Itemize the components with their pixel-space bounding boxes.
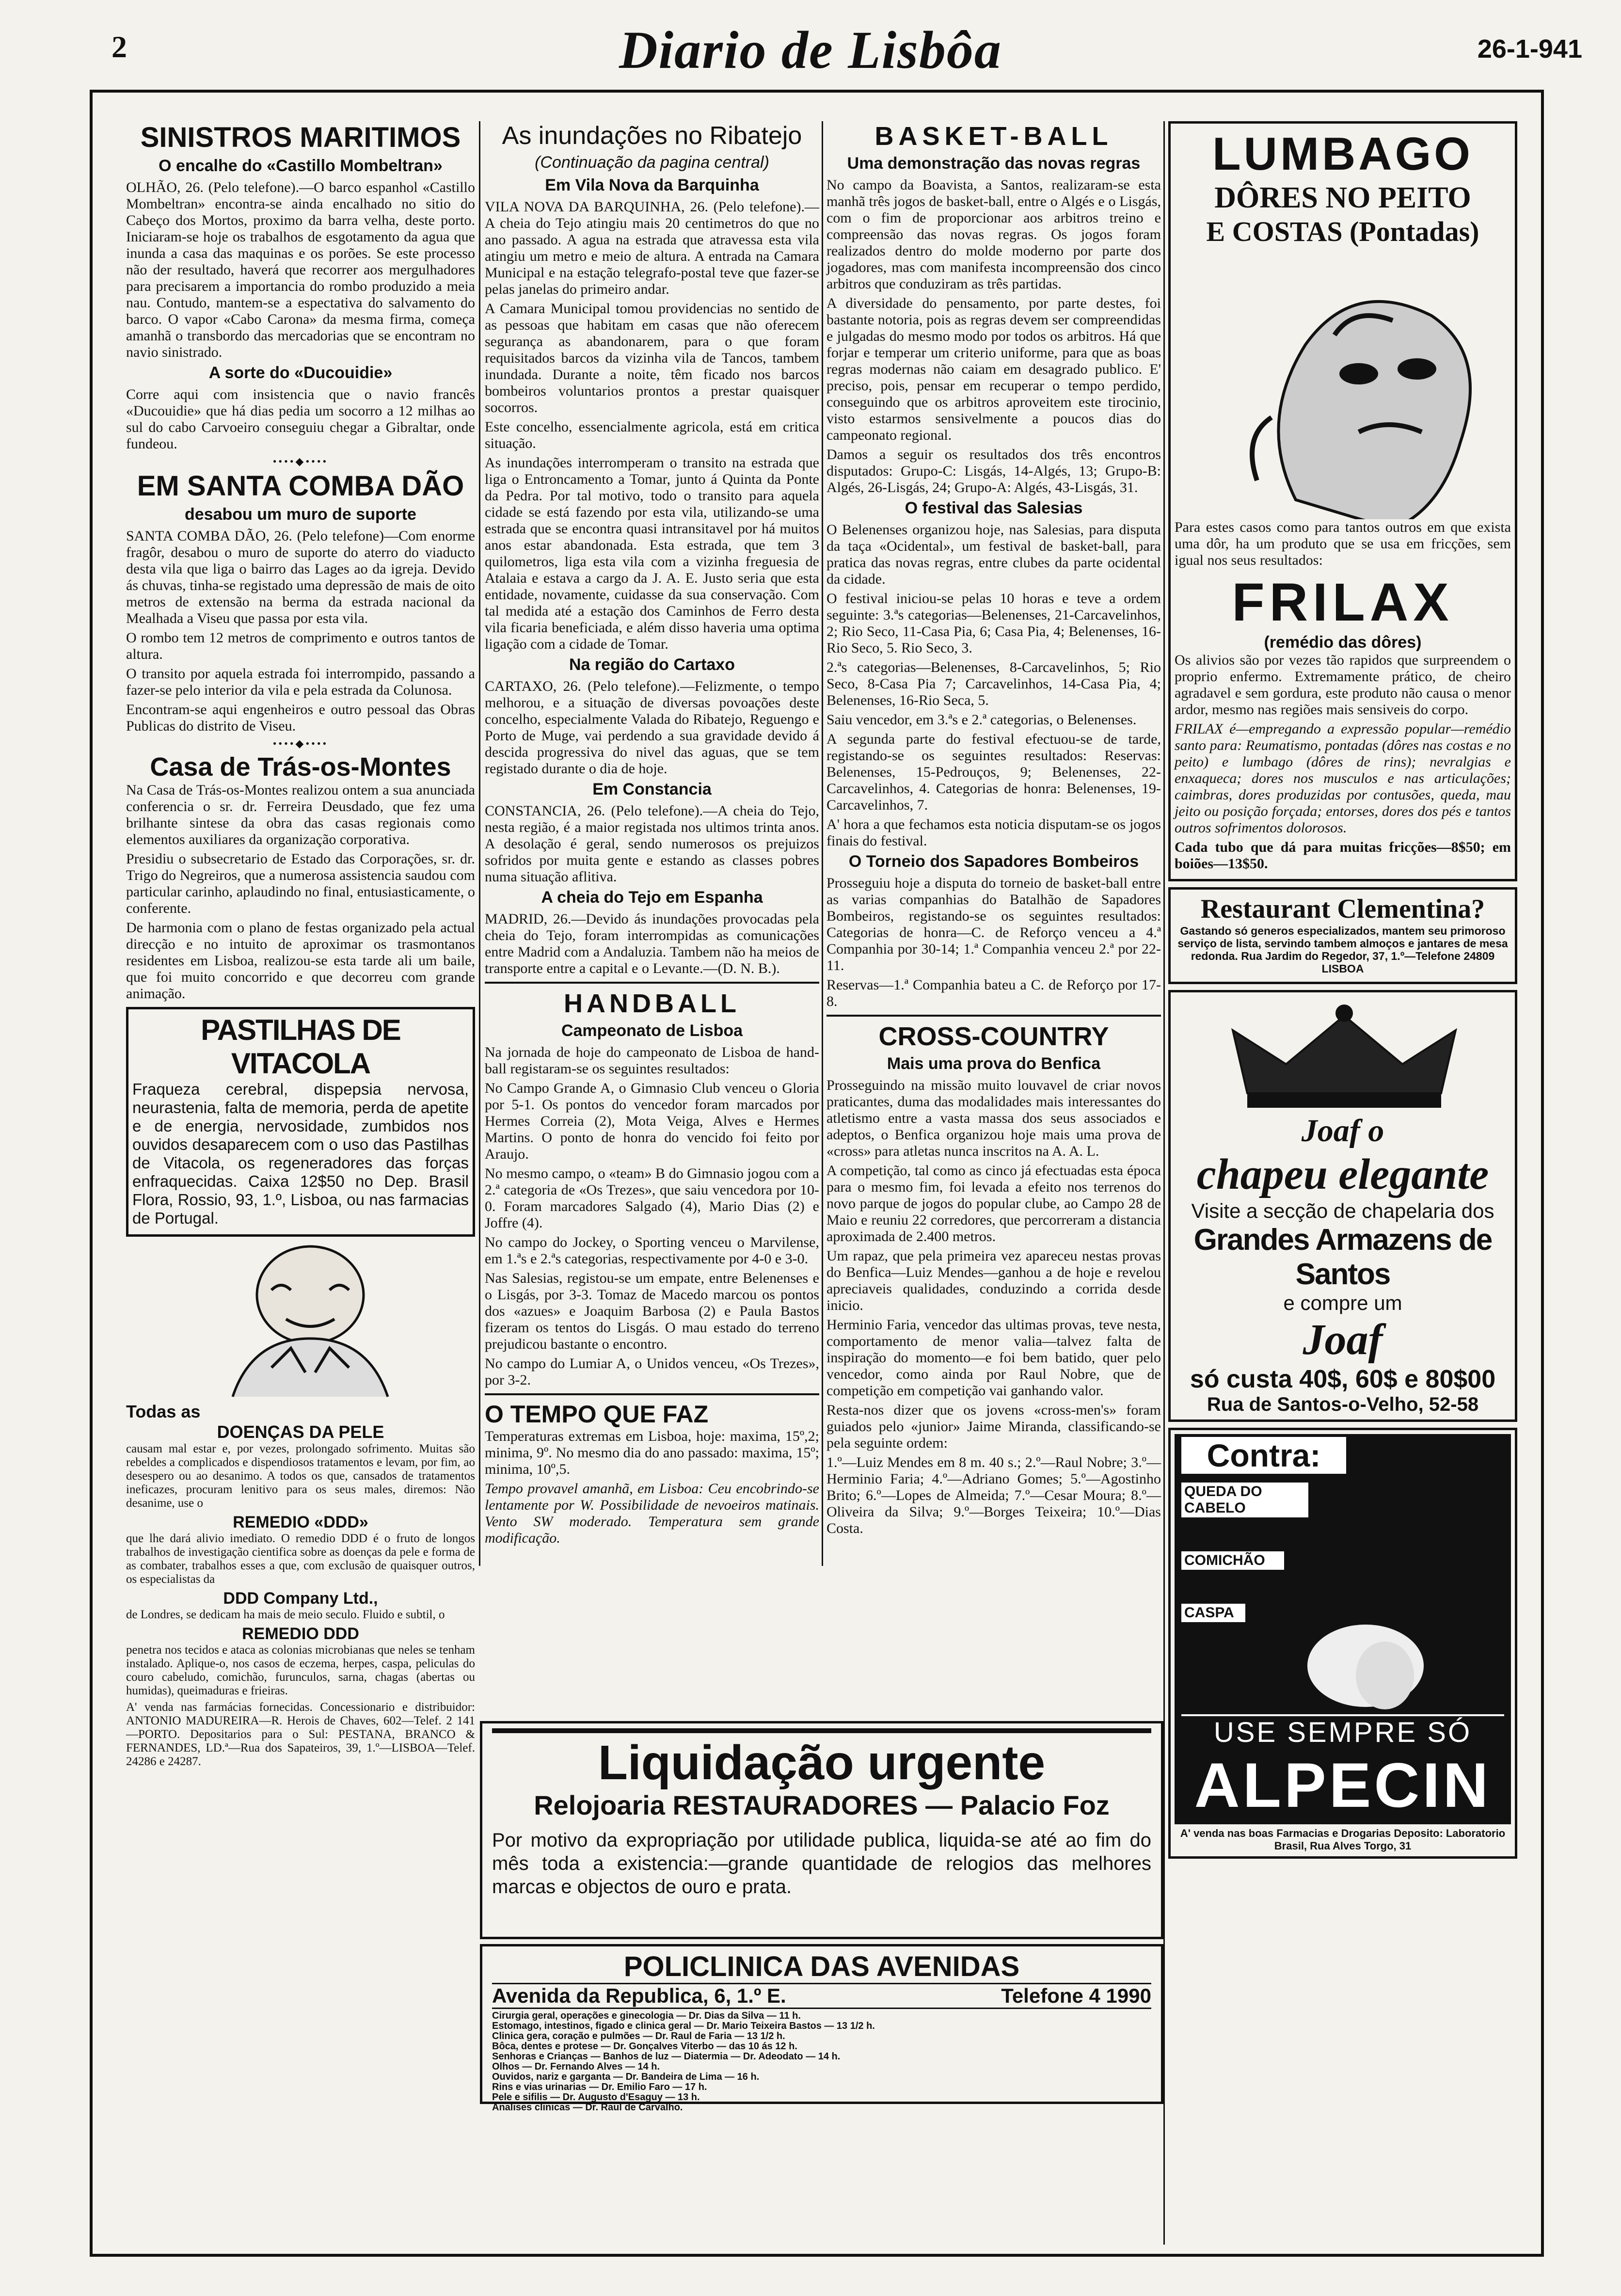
article-text: OLHÃO, 26. (Pelo telefone).—O barco espanhol «Castillo Mombeltran» encontra-se ainda encalhado no sitio do Cabeço dos Mortos, proximo da barra velha, deste porto. Iniciaram-se hoje os trabalhos de esgotamento da agua que inunda a casa das maquinas e os porões. Se este processo não der resultado, haverá que recorrer aos mergulhadores para precisarem a importancia do rombo produzido a meia nau. Contudo, mantem-se a espectativa do salvamento do barco. O vapor «Cabo Carona» da mesma firma, começa amanhã o transbordo das mercadorias que se encontram no navio sinistrado.	[126, 179, 475, 360]
ad-slogan: USE SEMPRE SÓ	[1181, 1714, 1504, 1749]
article-text: Corre aqui com insistencia que o navio francês «Ducouidie» que há dias pedia um socorro a 12 milhas ao sul do cabo Carvoeiro conseguiu chegar a Gibraltar, onde fundeou.	[126, 386, 475, 452]
ad-heading: DDD Company Ltd.,	[223, 1589, 378, 1608]
subhead: Na região do Cartaxo	[569, 655, 735, 674]
subhead: Em Constancia	[592, 780, 712, 798]
store-address: Rua de Santos-o-Velho, 52-58	[1207, 1394, 1479, 1415]
article-text: A diversidade do pensamento, por parte destes, foi bastante notoria, pois as regras devem ser compreendidas e julgadas do mesmo modo por todos os arbitros. Há que forjar e temperar um criterio uniforme, para que as boas regras modernas não caiam em desagrado publico. E' preciso, pois, pensar em recuperar o tempo perdido, conseguindo que os arbitros aproveitem este tirocinio, visto estarmos sensivelmente a poucos dias do campeonato regional.	[826, 295, 1161, 443]
subhead: O encalhe do «Castillo Mombeltran»	[159, 157, 443, 175]
article-text: A segunda parte do festival efectuou-se de tarde, registando-se os seguintes resultados: Reservas: Belenenses, 15-Pedrouços, 9; Belenenses, 22-Carcavelinhos, 4. Categorias de honra: Belenenses, 19-Carcavelinhos, 7.	[826, 731, 1161, 813]
headline-casa-tras-os-montes: Casa de Trás-os-Montes	[150, 752, 451, 781]
ad-text: Gastando só generos especializados, mantem seu primoroso serviço de lista, servindo tambem almoços e jantares de mesa redonda. Rua Jardim do Regedor, 37, 1.º—Telefone 24809 LISBOA	[1177, 925, 1508, 975]
subhead: O Torneio dos Sapadores Bombeiros	[848, 852, 1139, 871]
ad-subtitle: E COSTAS (Pontadas)	[1206, 216, 1479, 247]
ad-title: Contra:	[1181, 1437, 1346, 1474]
ad-brand-alpecin: ALPECIN	[1194, 1750, 1492, 1820]
pained-face-illustration	[1175, 248, 1509, 519]
ad-joaf	[1168, 990, 1517, 1422]
headline-tempo: O TEMPO QUE FAZ	[485, 1401, 709, 1428]
article-text: Temperaturas extremas em Lisboa, hoje: maxima, 15º,2; minima, 9º. No mesmo dia do ano passado: maxima, 15º; minima, 10º,5.	[485, 1428, 819, 1477]
clinic-address: Avenida da Republica, 6, 1.º E.	[492, 1984, 786, 2007]
masthead	[0, 0, 1621, 97]
clinic-service-line: Cirurgia geral, operações e ginecologia — Dr. Dias da Silva — 11 h.	[492, 2010, 801, 2021]
clinic-service-line: Analises clinicas — Dr. Raul de Carvalho.	[492, 2102, 683, 2113]
article-text: O Belenenses organizou hoje, nas Salesias, para disputa da taça «Ocidental», um festival de basket-ball, para pratica das novas regras, entre clubes da parte ocidental da cidade.	[826, 522, 1161, 587]
separator: ••••◆••••	[272, 455, 329, 467]
headline-sinistros: SINISTROS MARITIMOS	[140, 122, 461, 153]
ad-slogan: chapeu elegante	[1196, 1150, 1489, 1198]
clinic-service-line: Estomago, intestinos, figado e clinica geral — Dr. Mario Teixeira Bastos — 13 1/2 h.	[492, 2021, 875, 2031]
clinic-service-line: Bôca, dentes e protese — Dr. Gonçalves Viterbo — das 10 ás 12 h.	[492, 2041, 797, 2052]
article-text: A Camara Municipal tomou providencias no sentido de as pessoas que habitam em casas que não oferecem segurança as abandonarem, para o que foram requisitados barcos da vizinha vila de Tancos, tambem inundada. Durante a noite, têm ficado nos barcos bombeiros voluntarios prontos a prestar quaisquer socorros.	[485, 301, 819, 415]
ad-brand-joaf: Joaf	[1303, 1316, 1383, 1364]
ad-address-row	[492, 1983, 1151, 2009]
ad-text: e compre um	[1283, 1292, 1402, 1314]
article-text: No campo do Jockey, o Sporting venceu o Marvilense, em 1.ªs e 2.ªs categorias, respectivamente por 4-0 e 3-0.	[485, 1234, 819, 1267]
clinic-service-line: Pele e sifilis — Dr. Augusto d'Esaguy — 13 h.	[492, 2092, 700, 2103]
ad-title: LUMBAGO	[1212, 128, 1473, 180]
headline-inundacoes: As inundações no Ribatejo	[502, 122, 802, 150]
ad-heading: REMEDIO «DDD»	[233, 1513, 368, 1531]
subhead: Campeonato de Lisboa	[561, 1021, 743, 1040]
article-text: Prosseguindo na missão muito louvavel de criar novos praticantes, duma das modalidades mais interessantes do atletismo entre a vasta massa dos seus associados e adeptos, o Benfica organizou hoje mais uma prova de «cross» para atletas nunca inscritos na A. A. L.	[826, 1077, 1161, 1159]
ad-policlinica	[480, 1944, 1163, 2113]
ad-subtitle: (remédio das dôres)	[1264, 633, 1422, 652]
ad-text: penetra nos tecidos e ataca as colonias microbianas que neles se tenham instalado. Aplique-o, nos casos de eczema, herpes, caspa, peliculas do couro cabeludo, comichão, furunculos, sarna, chagas (abertas ou humidas), queimaduras e frieiras.	[126, 1643, 475, 1697]
subhead: desabou um muro de suporte	[185, 505, 416, 524]
article-text: Damos a seguir os resultados dos três encontros disputados: Grupo-C: Lisgás, 14-Algés, 13; Grupo-B: Algés, 26-Lisgás, 24; Grupo-A: Algés, 43-Lisgás, 31.	[826, 446, 1161, 495]
article-text: No Campo Grande A, o Gimnasio Club venceu o Gloria por 5-1. Os pontos do vencedor foram marcados por Hermes Correia (2), Mota Veiga, Alves e Hermes Martins. O ponto de honra do vencido foi feito por Araujo.	[485, 1080, 819, 1162]
ad-text: A' venda nas farmácias fornecidas. Concessionario e distribuidor: ANTONIO MADUREIRA—R. Herois de Chaves, 602—Telef. 2 141—PORTO. Depositarios para o Sul: PESTANA, BRANCO & FERNANDES, LD.ª—Rua dos Sapateiros, 39, 1.º—LISBOA—Telef. 24286 e 24287.	[126, 1701, 475, 1768]
article-text: A competição, tal como as cinco já efectuadas esta época para o mesmo fim, foi levada a efeito nos terrenos do novo parque de jogos do popular clube, ao Campo 28 de Maio e reuniu 22 corredores, que percorreram a distancia aproximada de 2.400 metros.	[826, 1163, 1161, 1244]
ad-heading: Todas as	[126, 1402, 201, 1421]
ad-price: Cada tubo que dá para muitas fricções—8$50; em boiões—13$50.	[1175, 839, 1511, 872]
subhead: Mais uma prova do Benfica	[887, 1054, 1101, 1073]
clinic-service-line: Olhos — Dr. Fernando Alves — 14 h.	[492, 2061, 660, 2072]
article-text: O festival iniciou-se pelas 10 horas e teve a ordem seguinte: 3.ªs categorias—Belenenses, 21-Carcavelinhos, 2; Rio Seco, 11-Casa Pia, 6; Casa Pia, 4; Belenenses, 16-Rio Seco, 5. Rio Seco, 3.	[826, 590, 1161, 656]
column-rule	[822, 121, 823, 1566]
ad-title: POLICLINICA DAS AVENIDAS	[623, 1951, 1020, 1982]
subhead: Uma demonstração das novas regras	[847, 154, 1141, 173]
subhead: O festival das Salesias	[905, 499, 1083, 517]
article-text: A' hora a que fechamos esta noticia disputam-se os jogos finais do festival.	[826, 816, 1161, 849]
ad-text: que lhe dará alivio imediato. O remedio DDD é o fruto de longos trabalhos de investigação cientifica sobre as doenças da pele e forma de as combater, trabalhos esses a que, com exclusão de quaisquer outros, os especialistas da	[126, 1532, 475, 1586]
article-text: CARTAXO, 26. (Pelo telefone).—Felizmente, o tempo melhorou, e a situação de diversas povoações deste concelho, especialmente Valada do Ribatejo, Reguengo e Porto de Muge, vai perdendo a sua gravidade devido á descida progressiva do nivel das aguas, que se tem registado durante o dia de hoje.	[485, 678, 819, 777]
article-text: Herminio Faria, vencedor das ultimas provas, teve nesta, comportamento de menor valia—talvez falta de inspiração do momento—e foi bem batido, quer pelo vencedor, como ainda por Raul Nobre, que de competição em competição vai ganhando valor.	[826, 1317, 1161, 1399]
headline-santa-comba: EM SANTA COMBA DÃO	[137, 470, 464, 502]
suffering-man-illustration	[126, 1242, 475, 1402]
clinic-service-line: Clinica gera, coração e pulmões — Dr. Raul de Faria — 13 1/2 h.	[492, 2031, 785, 2041]
ad-text: Fraqueza cerebral, dispepsia nervosa, neurastenia, falta de memoria, perda de apetite e de energia, nervosidade, zumbidos nos ouvidos desaparecem com o uso das Pastilhas de Vitacola, os regeneradores das forças enfraquecidas. Caixa 12$50 no Dep. Brasil Flora, Rossio, 93, 1.º, Lisboa, ou nas farmacias de Portugal.	[132, 1080, 469, 1227]
article-text: VILA NOVA DA BARQUINHA, 26. (Pelo telefone).—A cheia do Tejo atingiu mais 20 centimetros do que no ano passado. A agua na estrada que atravessa esta vila atingiu um metro e meio de altura. A entrada na Camara Municipal e na estação telegrafo-postal teve que fazer-se pelas janelas do primeiro andar.	[485, 199, 819, 297]
article-text: Reservas—1.ª Companhia bateu a C. de Reforço por 17-8.	[826, 977, 1161, 1009]
ad-heading: REMEDIO DDD	[242, 1625, 359, 1643]
article-text: As inundações interromperam o transito na estrada que liga o Entroncamento a Tomar, junto á Quinta da Ponte da Pedra. Por tal motivo, todo o transito para aquela cidade se está fazendo por esta vila, utilizando-se uma estrada que se encontra quasi intransitavel por há muitos anos estar abandonada. Esta estrada, que tem 3 quilometros, liga esta vila com a vizinha freguesia de Atalaia e estava a cargo da J. A. E. Justo seria que esta entidade, novamente, cuidasse da sua conservação. Com tal medida até a estação dos Caminhos de Ferro desta vila ficaria beneficiada, e além disso haveria uma optima ligação com a cidade de Tomar.	[485, 455, 819, 652]
ad-price: só custa 40$, 60$ e 80$00	[1190, 1365, 1496, 1393]
ad-brand-frilax: FRILAX	[1232, 573, 1454, 632]
divider	[826, 1015, 1161, 1017]
ad-text: Visite a secção de chapelaria dos	[1191, 1199, 1494, 1222]
ad-footer: A' venda nas boas Farmacias e Drogarias Deposito: Laboratorio Brasil, Rua Alves Torgo, 31	[1180, 1827, 1506, 1852]
ad-frilax	[1168, 121, 1517, 881]
article-text: Resta-nos dizer que os jovens «cross-men's» foram guiados pelo «junior» Jaime Miranda, classificando-se pela seguinte ordem:	[826, 1402, 1161, 1451]
column-1	[126, 121, 475, 1771]
ailment-label: CASPA	[1181, 1604, 1245, 1622]
ad-liquidacao	[480, 1721, 1163, 1939]
article-text: No campo da Boavista, a Santos, realizaram-se esta manhã três jogos de basket-ball, entre o Algés e o Lisgás, com o fim de proporcionar aos arbitros treino e compreensão das novas regras. Os jogos foram realizados dentro do molde moderno por parte dos jogadores, mas com manifesta incompreensão dos cinco arbitros que conduziram as três partidas.	[826, 177, 1161, 292]
article-text: O transito por aquela estrada foi interrompido, passando a fazer-se pelo interior da vila e pela estrada da Colunosa.	[126, 666, 475, 698]
article-text: SANTA COMBA DÃO, 26. (Pelo telefone)—Com enorme fragôr, desabou o muro de suporte do aterro do viaducto desta vila que liga o bairro das Lages ao da igreja. Devido ás chuvas, tinha-se registado uma depressão de mais de oito metros de extensão na berma da estrada nacional da Mealhada a Viseu que passa por esta vila.	[126, 528, 475, 626]
woman-hair-illustration	[1181, 1622, 1511, 1714]
clinic-service-line: Senhoras e Crianças — Banhos de luz — Diatermia — Dr. Adeodato — 14 h.	[492, 2051, 841, 2062]
article-text: 1.º—Luiz Mendes em 8 m. 40 s.; 2.º—Raul Nobre; 3.º—Herminio Faria; 4.º—Adriano Gomes; 5.º—Agostinho Brito; 6.º—Lopes de Almeida; 7.º—Cesar Moura; 8.º—Oliveira da Silva; 9.º—Borges Teixeira; 10.º—Dias Costa.	[826, 1454, 1161, 1536]
article-text: 2.ªs categorias—Belenenses, 8-Carcavelinhos, 5; Rio Seco, 8-Casa Pia 7; Carcavelinhos, 14-Casa Pia, 4; Belenenses, 16-Rio Seca, 5.	[826, 659, 1161, 708]
divider	[485, 982, 819, 984]
ad-text: Os alivios são por vezes tão rapidos que surpreendem o proprio enfermo. Extremamente prático, de cheiro agradavel e sem gordura, este produto não causa o menor ardor, mesmo nas regiões mais sensiveis do corpo.	[1175, 652, 1511, 718]
article-text: De harmonia com o plano de festas organizado pela actual direcção e no intuito de aproximar os trasmontanos residentes em Lisboa, realizou-se esta tarde ali um baile, que foi muito concorrido e que decorreu com grande animação.	[126, 920, 475, 1002]
column-rule	[1163, 121, 1165, 2245]
subhead: (Continuação da pagina central)	[535, 153, 769, 172]
crown-icon	[1175, 996, 1514, 1113]
ad-title: Joaf o	[1301, 1113, 1384, 1148]
ad-text: Por motivo da expropriação por utilidade publica, liquida-se até ao fim do mês toda a existencia:—grande quantidade de relogios das melhores marcas e objectos de ouro e prata.	[492, 1830, 1151, 1897]
newspaper-title: Diario de Lisbôa	[619, 20, 1002, 80]
article-text: Tempo provavel amanhã, em Lisboa: Ceu encobrindo-se lentamente por W. Possibilidade de nevoeiros matinais. Vento SW moderado. Temperatura sem grande modificação.	[485, 1481, 819, 1546]
article-text: Este concelho, essencialmente agricola, está em critica situação.	[485, 419, 819, 451]
ailment-label: COMICHÃO	[1181, 1551, 1284, 1570]
subhead: A sorte do «Ducouidie»	[208, 364, 393, 382]
ad-title: Liquidação urgente	[598, 1736, 1046, 1790]
ad-vitacola	[126, 1007, 475, 1237]
clinic-services	[492, 2011, 1151, 2113]
clinic-service-line: Rins e vias urinarias — Dr. Emilio Faro — 17 h.	[492, 2082, 707, 2092]
article-text: No campo do Lumiar A, o Unidos venceu, «Os Trezes», por 3-2.	[485, 1355, 819, 1388]
column-2	[485, 121, 819, 1549]
article-text: Saiu vencedor, em 3.ªs e 2.ª categorias, o Belenenses.	[826, 712, 1137, 728]
column-4	[1168, 121, 1517, 1859]
article-text: Prosseguiu hoje a disputa do torneio de basket-ball entre as varias companhias do Batalhão de Sapadores Bombeiros, registando-se os seguintes resultados: Categorias de honra—C. de Reforço venceu a 4.ª Companhia por 30-14; 1.ª Companhia venceu 2.ª por 22-11.	[826, 875, 1161, 973]
ad-subtitle: DÔRES NO PEITO	[1214, 181, 1471, 214]
ad-title: Restaurant Clementina?	[1200, 894, 1485, 924]
divider	[485, 1393, 819, 1395]
headline-cross-country: CROSS-COUNTRY	[878, 1022, 1109, 1051]
article-text: Na Casa de Trás-os-Montes realizou ontem a sua anunciada conferencia o sr. dr. Ferreira Deusdado, que fez uma brilhante sintese da obra das casas regionais como elementos auxiliares da organização corporativa.	[126, 782, 475, 847]
article-text: Nas Salesias, registou-se um empate, entre Belenenses e o Lisgás, por 3-3. Tomaz de Macedo marcou os pontos dos «azues» e Joaquim Barbosa (2) e Paula Bastos fizeram os tentos do Lisgás. O mau estado do terreno prejudicou bastante o encontro.	[485, 1270, 819, 1352]
ad-ddd	[126, 1242, 475, 1769]
ailment-label: QUEDA DO CABELO	[1181, 1483, 1308, 1517]
ad-text: causam mal estar e, por vezes, prolongado sofrimento. Muitas são rebeldes a complicados e dispendiosos tratamentos e levam, por fim, ao desespero ou ao desanimo. A todos os que, cansados de tratamentos ineficazes, procuram lenitivo para os seus males, diremos: Não desanime, use o	[126, 1442, 475, 1510]
ad-title: PASTILHAS DE VITACOLA	[201, 1014, 400, 1080]
alpecin-panel	[1175, 1434, 1511, 1824]
article-text: Um rapaz, que pela primeira vez apareceu nestas provas do Benfica—Luiz Mendes—ganhou a de hoje e revelou apreciaveis qualidades, conduzindo a corrida desde inicio.	[826, 1248, 1161, 1313]
column-3	[826, 121, 1161, 1540]
article-text: MADRID, 26.—Devido ás inundações provocadas pela cheia do Tejo, foram interrompidas as comunicações entre Madrid com a Andaluzia. Tambem não ha meios de transporte entre a capital e o Levante.—(D. N. B.).	[485, 911, 819, 976]
ad-subtitle: Relojoaria RESTAURADORES — Palacio Foz	[534, 1790, 1110, 1820]
column-rule	[479, 121, 480, 1566]
clinic-service-line: Ouvidos, nariz e garganta — Dr. Bandeira de Lima — 16 h.	[492, 2072, 760, 2082]
ad-text: FRILAX é—empregando a expressão popular—remédio santo para: Reumatismo, pontadas (dôres nas costas e no peito) e lumbago (dôres de rins); nevralgias e enxaqueca; dores nos musculos e nas articulações; caimbras, dores produzidas por contusões, queda, mau jeito ou posição forçada; entorses, dores dos pés e tantos outros sofrimentos dolorosos.	[1175, 721, 1511, 836]
ad-text: Para estes casos como para tantos outros em que exista uma dôr, ha um produto que se usa em fricções, sem igual nos seus resultados:	[1175, 519, 1511, 568]
subhead: Em Vila Nova da Barquinha	[545, 176, 759, 194]
store-name: Grandes Armazens de Santos	[1193, 1223, 1492, 1291]
ad-text: de Londres, se dedicam ha mais de meio seculo. Fluido e subtil, o	[126, 1608, 445, 1621]
separator: ••••◆••••	[272, 737, 329, 749]
ad-restaurant	[1168, 887, 1517, 984]
headline-handball: HANDBALL	[564, 989, 740, 1018]
article-text: Na jornada de hoje do campeonato de Lisboa de hand-ball registaram-se os seguintes resultados:	[485, 1044, 819, 1077]
article-text: CONSTANCIA, 26. (Pelo telefone).—A cheia do Tejo, nesta região, é a maior registada nos ultimos trinta anos. A desolação é geral, sendo numerosos os prejuizos sofridos por muita gente e estando as classes pobres numa situação aflitiva.	[485, 803, 819, 885]
article-text: No mesmo campo, o «team» B do Gimnasio jogou com a 2.ª categoria de «Os Trezes», que saiu vencedora por 10-0. Foram marcadores Salgado (4), Mario Dias (2) e Joffre (4).	[485, 1165, 819, 1231]
article-text: Presidiu o subsecretario de Estado das Corporações, sr. dr. Trigo do Negreiros, que a numerosa assistencia saudou com particular carinho, aplaudindo no final, entusiasticamente, o conferente.	[126, 851, 475, 916]
issue-date: 26-1-941	[1477, 34, 1582, 64]
article-text: O rombo tem 12 metros de comprimento e outros tantos de altura.	[126, 630, 475, 662]
headline-basketball: BASKET-BALL	[874, 122, 1113, 151]
clinic-phone: Telefone 4 1990	[1001, 1984, 1151, 2007]
subhead: A cheia do Tejo em Espanha	[541, 888, 763, 907]
article-text: Encontram-se aqui engenheiros e outro pessoal das Obras Publicas do distrito de Viseu.	[126, 702, 475, 734]
decorative-bar	[492, 1728, 1151, 1733]
ad-alpecin	[1168, 1428, 1517, 1859]
ad-heading: DOENÇAS DA PELE	[217, 1422, 384, 1442]
page-number: 2	[111, 30, 127, 64]
